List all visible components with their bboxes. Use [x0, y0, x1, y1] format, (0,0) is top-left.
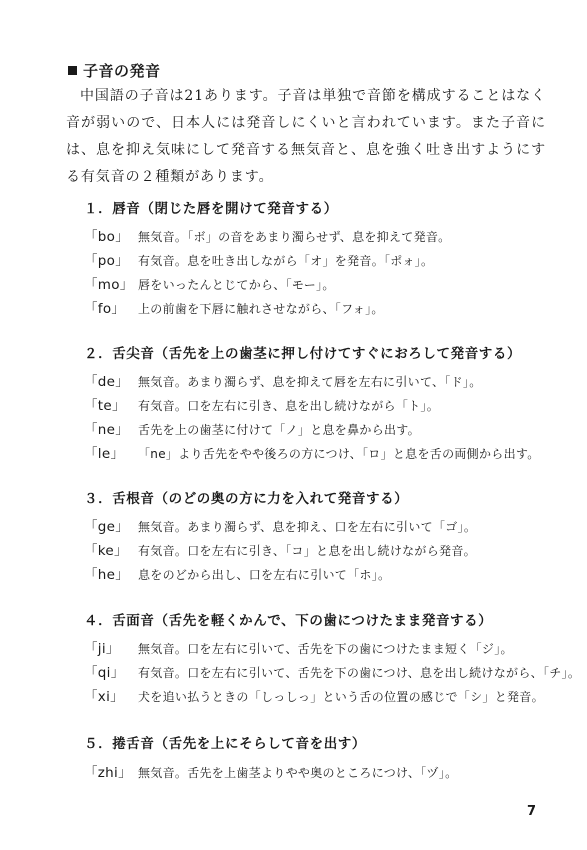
consonant-description: 舌先を上の歯茎に付けて「ノ」と息を鼻から出す。	[138, 423, 420, 437]
section-title: ４．舌面音（舌先を軽くかんで、下の歯につけたまま発音する）	[84, 613, 493, 629]
consonant-row	[84, 249, 433, 271]
consonant-sound: 「bo」	[84, 229, 130, 245]
section-title: ３．舌根音（のどの奥の方に力を入れて発音する）	[84, 491, 409, 507]
consonant-row	[84, 273, 335, 295]
consonant-row	[84, 394, 439, 416]
consonant-sound: 「le」	[84, 446, 125, 462]
consonant-description: 有気音。息を吐き出しながら「オ」を発音。「ポォ」。	[138, 254, 434, 268]
section-heading-text: 子音の発音	[83, 62, 161, 80]
section-title: ２．舌尖音（舌先を上の歯茎に押し付けてすぐにおろして発音する）	[84, 346, 522, 362]
consonant-sound: 「xi」	[84, 689, 124, 705]
consonant-sound: 「ke」	[84, 543, 128, 559]
consonant-row	[84, 563, 390, 585]
section-title: ５．捲舌音（舌先を上にそらして音を出す）	[84, 736, 366, 752]
consonant-sound: 「he」	[84, 567, 130, 583]
consonant-description: 有気音。口を左右に引いて、舌先を下の歯につけ、息を出し続けながら、「チ」。	[138, 666, 581, 680]
section-heading	[68, 60, 161, 81]
consonant-sound: 「ge」	[84, 519, 130, 535]
consonant-sound: 「te」	[84, 398, 126, 414]
consonant-row	[84, 370, 482, 392]
consonant-sound: 「mo」	[84, 277, 134, 293]
consonant-description: 唇をいったんとじてから、「モー」。	[138, 278, 335, 292]
consonant-description: 無気音。「ボ」の音をあまり濁らせず、息を抑えて発音。	[138, 230, 451, 244]
consonant-row	[84, 515, 476, 537]
consonant-row	[84, 442, 540, 464]
consonant-sound: 「fo」	[84, 301, 126, 317]
consonant-row	[84, 685, 544, 707]
intro-paragraph: 中国語の子音は21あります。子音は単独で音節を構成することはなく音が弱いので、日本人には発音しにくいと言われています。また子音には、息を抑え気味にして発音する無気音と、息を強く吐き出すようにする有気音の２種類があります。	[66, 88, 546, 185]
consonant-row	[84, 539, 476, 561]
consonant-description: 犬を追い払うときの「しっしっ」という舌の位置の感じで「シ」と発音。	[138, 690, 544, 704]
consonant-sound: 「zhi」	[84, 765, 132, 781]
consonant-row	[84, 761, 457, 783]
consonant-row	[84, 297, 384, 319]
consonant-description: 無気音。口を左右に引いて、舌先を下の歯につけたまま短く「ジ」。	[138, 642, 513, 656]
consonant-description: 無気音。あまり濁らず、息を抑え、口を左右に引いて「ゴ」。	[138, 520, 477, 534]
consonant-description: 息をのどから出し、口を左右に引いて「ホ」。	[138, 568, 391, 582]
section-title: １．唇音（閉じた唇を開けて発音する）	[84, 201, 338, 217]
consonant-row	[84, 225, 450, 247]
consonant-description: 無気音。舌先を上歯茎よりやや奥のところにつけ、「ヅ」。	[138, 766, 458, 780]
square-bullet-icon	[68, 66, 77, 75]
consonant-description: 「ne」より舌先をやや後ろの方につけ、「ロ」と息を舌の両側から出す。	[138, 447, 540, 461]
consonant-sound: 「de」	[84, 374, 130, 390]
consonant-sound: 「ji」	[84, 641, 120, 657]
consonant-description: 上の前歯を下唇に触れさせながら、「フォ」。	[138, 302, 384, 316]
consonant-sound: 「po」	[84, 253, 130, 269]
page-number: 7	[527, 804, 537, 819]
consonant-sound: 「qi」	[84, 665, 125, 681]
consonant-row	[84, 418, 420, 440]
consonant-description: 有気音。口を左右に引き、「コ」と息を出し続けながら発音。	[138, 544, 476, 558]
consonant-row	[84, 637, 513, 659]
consonant-sound: 「ne」	[84, 422, 130, 438]
consonant-description: 無気音。あまり濁らず、息を抑えて唇を左右に引いて、「ド」。	[138, 375, 482, 389]
consonant-row	[84, 661, 580, 683]
consonant-description: 有気音。口を左右に引き、息を出し続けながら「ト」。	[138, 399, 440, 413]
